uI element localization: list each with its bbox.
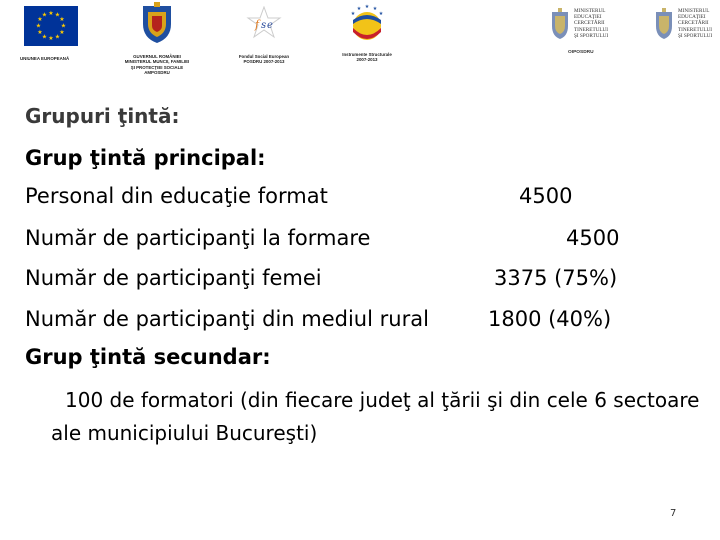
structural-instruments-logo xyxy=(342,2,392,63)
svg-text:★: ★ xyxy=(60,22,67,30)
ministry-crest-icon xyxy=(654,8,674,40)
ministry-crest-icon xyxy=(550,8,570,40)
fse-caption xyxy=(226,54,302,65)
fse-star-icon xyxy=(244,6,284,42)
svg-text:★: ★ xyxy=(41,33,48,41)
svg-text:★: ★ xyxy=(37,29,43,36)
ministry-logo xyxy=(654,8,718,48)
eu-flag-logo xyxy=(20,6,78,61)
primary-row-value: 4500 xyxy=(566,226,620,250)
svg-text:★: ★ xyxy=(59,29,65,36)
primary-row-label: Număr de participanţi la formare xyxy=(25,226,371,250)
svg-text:s: s xyxy=(261,20,267,31)
svg-text:f: f xyxy=(255,18,260,31)
svg-text:★: ★ xyxy=(350,11,356,17)
primary-row-value: 1800 (40%) xyxy=(488,307,612,331)
structural-instruments-caption-line: Instrumente Structurale xyxy=(342,52,392,57)
svg-text:★: ★ xyxy=(54,11,61,19)
svg-text:★: ★ xyxy=(41,11,48,19)
fse-caption-line: Fondul Social European xyxy=(238,54,290,59)
svg-text:★: ★ xyxy=(378,11,384,17)
primary-row-label: Număr de participanţi din mediul rural xyxy=(25,307,429,331)
svg-text:★: ★ xyxy=(59,16,65,23)
svg-text:★: ★ xyxy=(54,33,61,41)
secondary-group-title: Grup ţintă secundar: xyxy=(25,345,271,369)
primary-row-value: 3375 (75%) xyxy=(494,266,618,290)
government-caption-line: MINISTERUL MUNCII, FAMILIEI xyxy=(124,59,190,65)
ministry-name-lines: MINISTERUL EDUCAŢIEI CERCETĂRII TINERETULUI ŞI SPORTULUI xyxy=(574,8,609,39)
government-caption-line: GUVERNUL ROMÂNIEI xyxy=(133,54,181,59)
primary-row-value: 4500 xyxy=(519,184,573,208)
svg-text:★: ★ xyxy=(37,16,43,23)
slide-heading: Grupuri ţintă: xyxy=(25,104,180,128)
svg-text:e: e xyxy=(267,20,273,31)
eu-caption: UNIUNEA EUROPEANĂ xyxy=(20,56,70,61)
logo-bar xyxy=(0,0,720,82)
structural-instruments-caption-line: 2007-2013 xyxy=(356,57,378,63)
primary-group-title: Grup ţintă principal: xyxy=(25,146,266,170)
page-number: 7 xyxy=(670,508,677,519)
secondary-group-description: 100 de formatori (din fiecare judeţ al ţării şi din cele 6 sectoare ale municipiului Bucureşti) xyxy=(51,388,700,445)
svg-text:★: ★ xyxy=(356,6,362,12)
ministry-logo-oiposdru xyxy=(550,8,620,55)
government-crest-logo xyxy=(124,2,190,76)
primary-row-label: Personal din educaţie format xyxy=(25,184,328,208)
government-caption-line: AMPOSDRU xyxy=(144,70,170,76)
coat-of-arms-icon xyxy=(140,2,174,44)
svg-text:★: ★ xyxy=(48,10,54,17)
svg-text:★: ★ xyxy=(364,4,370,10)
government-caption-line: ŞI PROTECŢIEI SOCIALE xyxy=(130,64,184,70)
eu-flag-icon xyxy=(24,6,78,46)
primary-row-label: Număr de participanţi femei xyxy=(25,266,322,290)
ministry-caption: OIPOSDRU xyxy=(568,50,594,55)
ministry-name-lines: MINISTERUL EDUCAŢIEI CERCETĂRII TINERETULUI ŞI SPORTULUI xyxy=(678,8,713,39)
structural-instruments-caption xyxy=(330,52,404,63)
fse-logo xyxy=(238,6,290,65)
svg-text:★: ★ xyxy=(372,6,378,12)
svg-text:★: ★ xyxy=(48,35,54,42)
fse-caption-line: POSDRU 2007-2013 xyxy=(243,59,285,65)
svg-text:★: ★ xyxy=(35,22,42,30)
structural-instruments-icon xyxy=(344,2,390,46)
government-caption xyxy=(116,54,198,76)
